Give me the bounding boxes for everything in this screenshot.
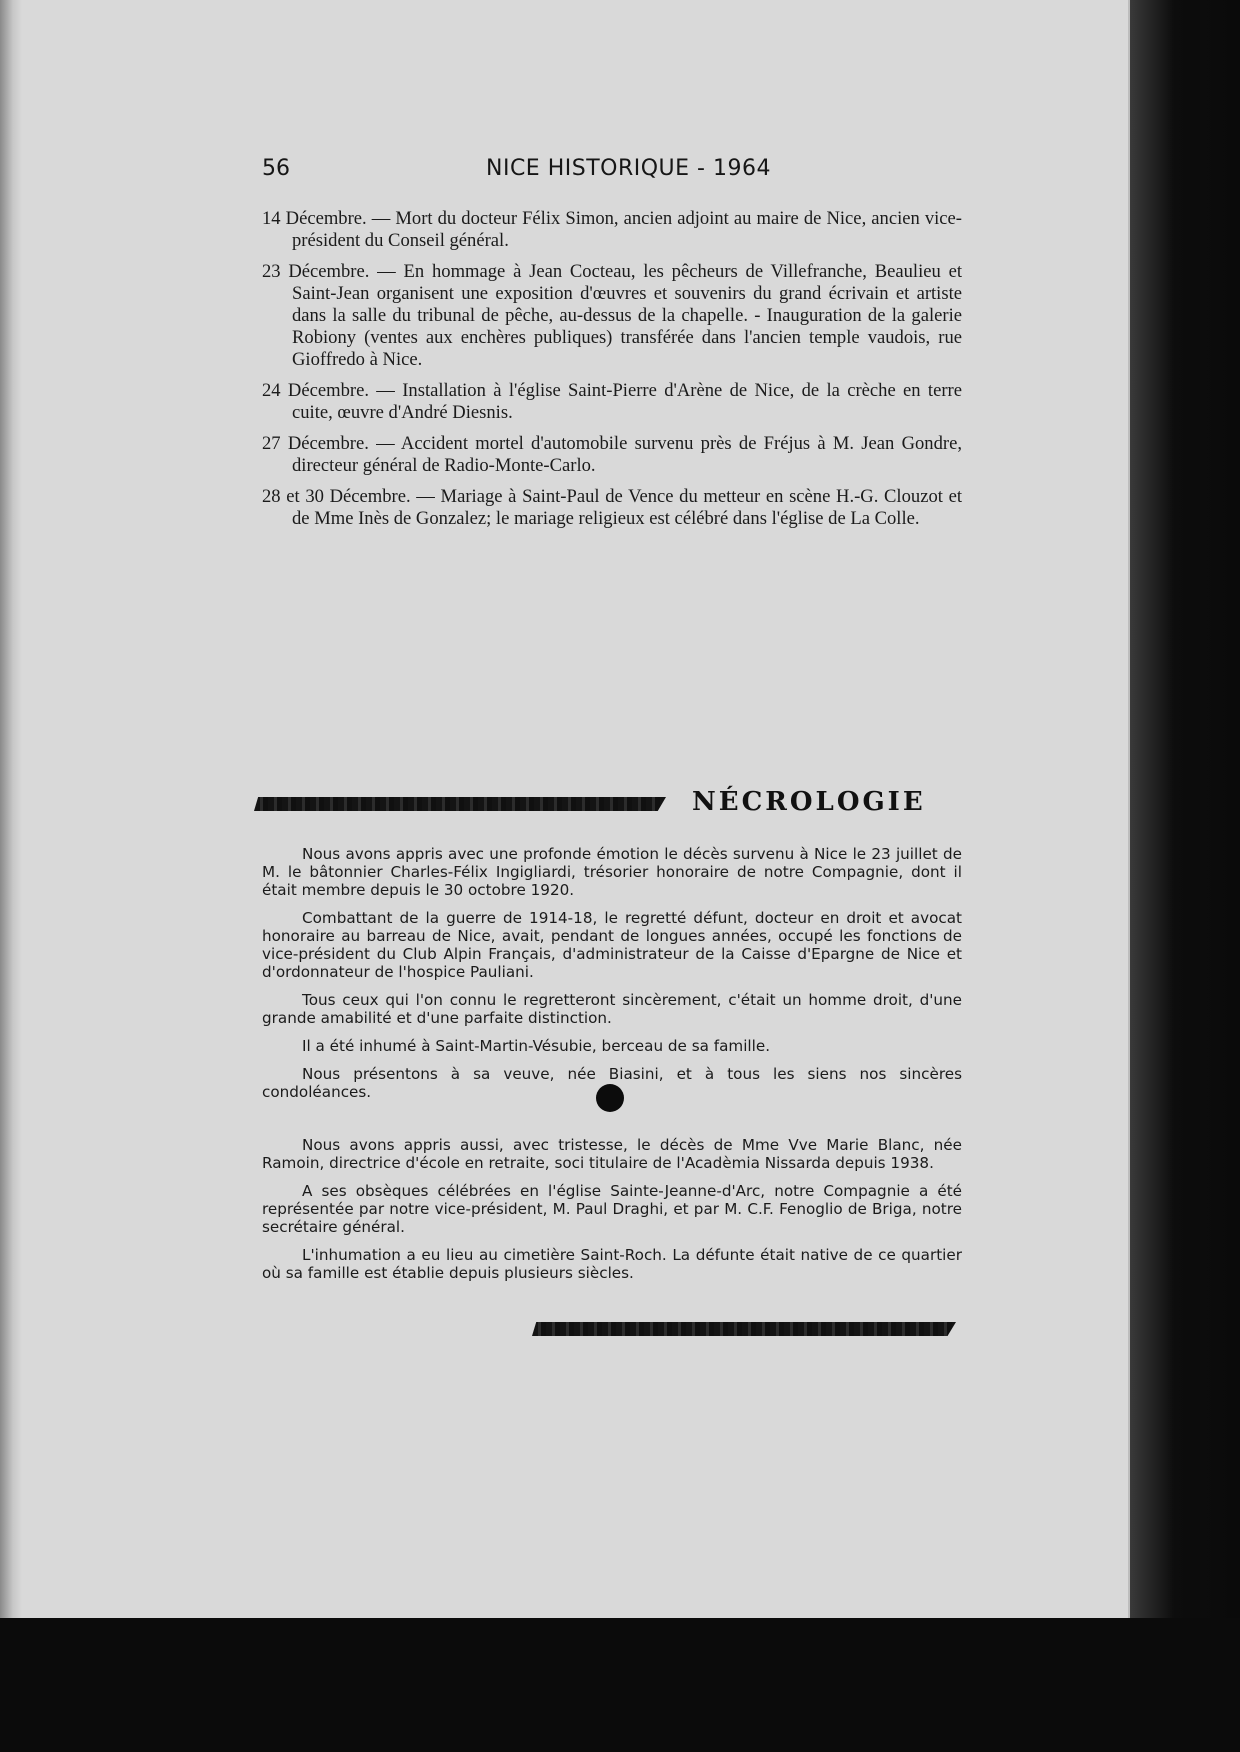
obituary-paragraph: Nous présentons à sa veuve, née Biasini, et à tous les siens nos sincères condoléances. (262, 1065, 962, 1101)
obituary-paragraph: L'inhumation a eu lieu au cimetière Saint-Roch. La défunte était native de ce quartier où sa famille est établie depuis plusieurs siècles. (262, 1246, 962, 1282)
chronicle-entry: 14 Décembre. — Mort du docteur Félix Simon, ancien adjoint au maire de Nice, ancien vice-président du Conseil général. (262, 208, 962, 251)
scan-background-right (1130, 0, 1240, 1752)
obituary-paragraph: Nous avons appris avec une profonde émotion le décès survenu à Nice le 23 juillet de M. le bâtonnier Charles-Félix Ingigliardi, trésorier honoraire de notre Compagnie, dont il était membre depuis le 30 octobre 1920. (262, 845, 962, 899)
obituary-ingigliardi (262, 845, 962, 1111)
page-header (262, 156, 962, 186)
obituary-paragraph: A ses obsèques célébrées en l'église Sainte-Jeanne-d'Arc, notre Compagnie a été représentée par notre vice-président, M. Paul Draghi, et par M. C.F. Fenoglio de Briga, notre secrétaire général. (262, 1182, 962, 1236)
chronicle-entry: 24 Décembre. — Installation à l'église Saint-Pierre d'Arène de Nice, de la crèche en terre cuite, œuvre d'André Diesnis. (262, 380, 962, 423)
chronicle-entry: 27 Décembre. — Accident mortel d'automobile survenu près de Fréjus à M. Jean Gondre, directeur général de Radio-Monte-Carlo. (262, 433, 962, 476)
decorative-end-rule (532, 1322, 956, 1336)
obituary-paragraph: Combattant de la guerre de 1914-18, le regretté défunt, docteur en droit et avocat honoraire au barreau de Nice, avait, pendant de longues années, occupé les fonctions de vice-président du Club Alpin Français, d'administrateur de la Caisse d'Epargne de Nice et d'ordonnateur de l'hospice Pauliani. (262, 909, 962, 981)
page-number: 56 (262, 156, 290, 181)
separator-dot (596, 1084, 624, 1112)
necrologie-heading (254, 787, 962, 821)
book-spine-shadow (0, 0, 22, 1618)
decorative-rule (254, 797, 666, 811)
chronicle-entry: 28 et 30 Décembre. — Mariage à Saint-Paul de Vence du metteur en scène H.-G. Clouzot et de Mme Inès de Gonzalez; le mariage religieux est célébré dans l'église de La Colle. (262, 486, 962, 529)
running-title: NICE HISTORIQUE - 1964 (486, 156, 771, 181)
scan-background-bottom (0, 1618, 1240, 1752)
chronicle-entries (262, 208, 962, 539)
obituary-paragraph: Nous avons appris aussi, avec tristesse, le décès de Mme Vve Marie Blanc, née Ramoin, directrice d'école en retraite, soci titulaire de l'Acadèmia Nissarda depuis 1938. (262, 1136, 962, 1172)
chronicle-entry: 23 Décembre. — En hommage à Jean Cocteau, les pêcheurs de Villefranche, Beaulieu et Saint-Jean organisent une exposition d'œuvres et souvenirs du grand écrivain et artiste dans la salle du tribunal de pêche, au-dessus de la chapelle. - Inauguration de la galerie Robiony (ventes aux enchères publiques) transférée dans l'ancien temple vaudois, rue Gioffredo à Nice. (262, 261, 962, 370)
obituary-blanc (262, 1136, 962, 1292)
obituary-paragraph: Tous ceux qui l'on connu le regretteront sincèrement, c'était un homme droit, d'une grande amabilité et d'une parfaite distinction. (262, 991, 962, 1027)
section-title: NÉCROLOGIE (692, 787, 926, 817)
obituary-paragraph: Il a été inhumé à Saint-Martin-Vésubie, berceau de sa famille. (302, 1037, 771, 1055)
